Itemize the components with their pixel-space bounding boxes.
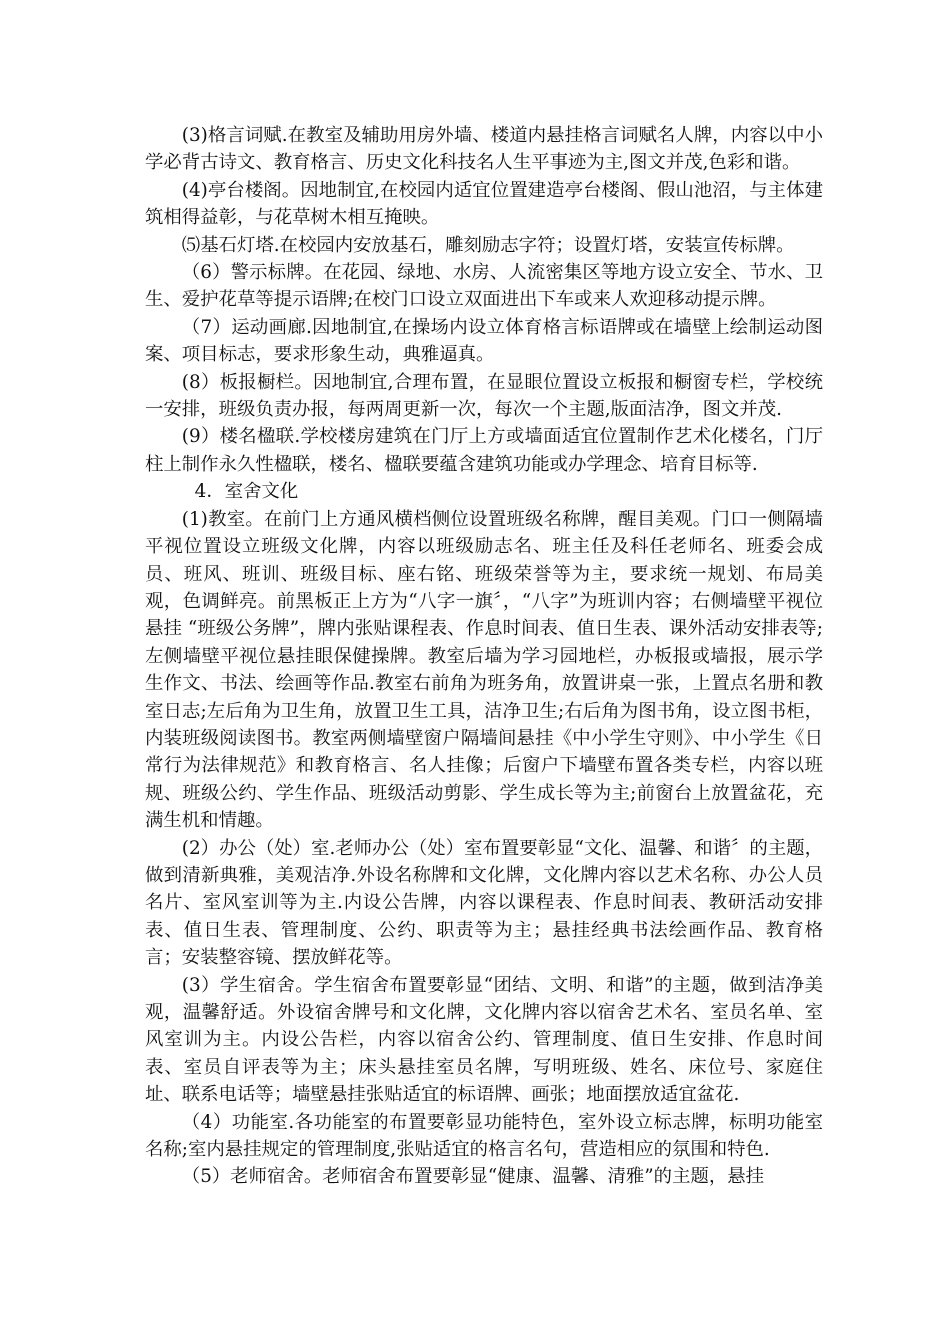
paragraph-foundation-stone: ⑸基石灯塔.在校园内安放基石，雕刻励志字符；设置灯塔，安装宣传标牌。 (181, 234, 795, 256)
section-heading: 4．室舍文化 (194, 481, 299, 503)
paragraph-pavilions: (4)亭台楼阁。因地制宜,在校园内适宜位置建造亭台楼阁、假山池沼，与主体建筑相得益彰，与花草树木相互掩映。 (145, 179, 823, 229)
document-body (145, 122, 823, 1191)
paragraph-function-room: （4）功能室.各功能室的布置要彰显功能特色，室外设立标志牌，标明功能室名称;室内悬挂规定的管理制度,张贴适宜的格言名句，营造相应的氛围和特色. (145, 1111, 823, 1161)
paragraph-sports-gallery: （7）运动画廊.因地制宜,在操场内设立体育格言标语牌或在墙壁上绘制运动图案、项目标志，要求形象生动，典雅逼真。 (145, 316, 823, 366)
paragraph-teacher-dorm: （5）老师宿舍。老师宿舍布置要彰显“健康、温馨、清雅”的主题，悬挂 (181, 1166, 765, 1188)
paragraph-building-couplets: (9）楼名楹联.学校楼房建筑在门厅上方或墙面适宜位置制作艺术化楼名，门厅柱上制作永久性楹联，楼名、楹联要蕴含建筑功能或办学理念、培育目标等. (145, 426, 823, 475)
paragraph-classroom: (1)教室。在前门上方通风横档侧位设置班级名称牌，醒目美观。门口一侧隔墙平视位置设立班级文化牌，内容以班级励志名、班主任及科任老师名、班委会成员、班风、班训、班级目标、座右铭、班级荣誉等为主，要求统一规划、布局美观，色调鲜亮。前黑板正上方为“八字一旗〞，“八字”为班训内容；右侧墙壁平视位悬挂 “班级公务牌”，牌内张贴课程表、作息时间表、值日生表、课外活动安排表等;左侧墙壁平视位悬挂眼保健操牌。教室后墙为学习园地栏，办板报或墙报，展示学生作文、书法、绘画等作品.教室右前角为班务角，放置讲桌一张，上置点名册和教室日志;左后角为卫生角，放置卫生工具，洁净卫生;右后角为图书角，设立图书柜，内装班级阅读图书。教室两侧墙壁窗户隔墙间悬挂《中小学生守则》、中小学生《日常行为法律规范》和教育格言、名人挂像；后窗户下墙壁布置各类专栏，内容以班规、班级公约、学生作品、班级活动剪影、学生成长等为主;前窗台上放置盆花，充满生机和情趣。 (145, 508, 823, 832)
paragraph-office: (2）办公（处）室.老师办公（处）室布置要彰显“文化、温馨、和谐〞的主题，做到清新典雅，美观洁净.外设名称牌和文化牌，文化牌内容以艺术名称、办公人员名片、室风室训等为主.内设公告牌，内容以课程表、作息时间表、教研活动安排表、值日生表、管理制度、公约、职责等为主；悬挂经典书法绘画作品、教育格言；安装整容镜、摆放鲜花等。 (145, 837, 823, 969)
paragraph-motto-plaques: (3)格言词赋.在教室及辅助用房外墙、楼道内悬挂格言词赋名人牌，内容以中小学必背古诗文、教育格言、历史文化科技名人生平事迹为主,图文并茂,色彩和谐。 (145, 125, 823, 174)
paragraph-warning-signs: （6）警示标牌。在花园、绿地、水房、人流密集区等地方设立安全、节水、卫生、爱护花草等提示语牌;在校门口设立双面进出下车或来人欢迎移动提示牌。 (145, 262, 823, 311)
paragraph-blackboard-showcase: (8）板报橱栏。因地制宜,合理布置，在显眼位置设立板报和橱窗专栏，学校统一安排，班级负责办报，每两周更新一次，每次一个主题,版面洁净，图文并茂. (145, 371, 823, 421)
paragraph-student-dorm: (3）学生宿舍。学生宿舍布置要彰显“团结、文明、和谐”的主题，做到洁净美观，温馨舒适。外设宿舍牌号和文化牌，文化牌内容以宿舍艺术名、室员名单、室风室训为主。内设公告栏，内容以宿舍公约、管理制度、值日生安排、作息时间表、室员自评表等为主；床头悬挂室员名牌，写明班级、姓名、床位号、家庭住址、联系电话等；墙壁悬挂张贴适宜的标语牌、画张；地面摆放适宜盆花. (145, 974, 823, 1106)
